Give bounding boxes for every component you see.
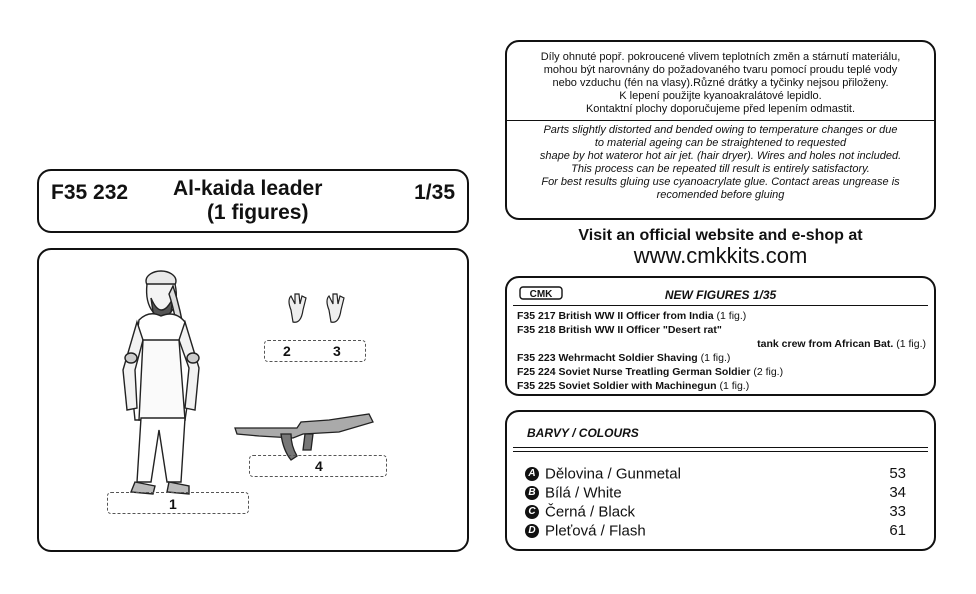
al-kaida-figure [123,271,199,494]
list-item: F35 218 British WW II Officer "Desert rat" [517,324,722,336]
svg-text:CMK: CMK [529,289,553,300]
product-name-line2: (1 figures) [206,201,309,224]
colour-number: 34 [889,484,906,501]
product-name [173,177,322,225]
instructions-box [505,40,936,220]
colour-number: 61 [889,522,906,539]
website-title: Visit an official website and e-shop at [578,227,863,244]
colour-letter-badge: B [525,486,539,500]
colour-letter-badge: A [525,467,539,481]
instr-en-line: For best results gluing use cyanoacrylate glue. Contact areas ungrease is [541,176,900,188]
colour-row [525,484,906,502]
new-figures-title: NEW FIGURES 1/35 [664,288,777,302]
colours-box [505,410,936,551]
part-4-label: 4 [315,458,323,474]
instr-en-line: shape by hot wateror hot air jet. (hair dryer). Wires and holes not included. [539,150,902,162]
list-item: F35 225 Soviet Soldier with Machinegun (1 fig.) [517,380,750,392]
instr-cz-line: mohou být narovnány do požadovaného tvaru pomocí proudu teplé vody [543,64,898,76]
colour-name: Bílá / White [545,484,622,502]
instr-cz-line: K lepení použijte kyanoakralátové lepidlo. [619,90,822,102]
figure-illustration [39,250,467,550]
colours-divider [513,451,928,452]
colour-name: Černá / Black [545,503,636,521]
new-figures-box [505,276,936,396]
colour-row [525,465,906,483]
list-item: F25 224 Soviet Nurse Treatling German Soldier (2 fig.) [517,366,784,378]
part-2-label: 2 [283,343,291,359]
colour-number: 53 [889,465,906,482]
colour-number: 33 [889,503,906,520]
new-figures-divider [513,305,928,306]
instr-cz-line: Kontaktní plochy doporučujeme před lepením odmastit. [585,103,856,115]
colour-letter-badge: C [525,505,539,519]
title-box [37,169,469,233]
part-2-3-outline [264,340,366,362]
list-item: F35 223 Wehrmacht Soldier Shaving (1 fig.) [517,352,731,364]
parts-box [37,248,469,552]
colours-title: BARVY / COLOURS [527,426,639,440]
part-1-outline [107,492,249,514]
instr-cz-line: nebo vzduchu (fén na vlasy).Různé drátky a tyčinky nejsou přiloženy. [552,77,889,89]
scale: 1/35 [414,181,455,204]
list-item: F35 217 British WW II Officer from India (1 fig.) [517,310,747,322]
instructions-english [507,124,934,202]
website-url[interactable]: www.cmkkits.com [633,243,808,268]
colour-row [525,503,906,521]
colour-name: Dělovina / Gunmetal [545,465,681,483]
colours-divider [513,447,928,448]
instr-en-line: This process can be repeated till result is entirely satisfactory. [571,163,870,175]
instr-en-line: to material ageing can be straightened to requested [594,137,847,149]
product-name-line1: Al-kaida leader [173,177,323,200]
colour-row [525,522,906,540]
hands-illustration [289,294,344,322]
instructions-czech [507,42,934,116]
part-3-label: 3 [333,343,341,359]
colour-name: Pleťová / Flash [545,522,646,540]
product-code: F35 232 [51,181,129,204]
rifle-illustration [235,414,373,460]
instructions-divider [507,120,934,121]
list-item: tank crew from African Bat. (1 fig.) [757,338,926,350]
instr-en-line: Parts slightly distorted and bended owing to temperature changes or due [543,124,898,136]
new-figures-list [517,309,926,393]
colour-letter-badge: D [525,524,539,538]
instr-cz-line: Díly ohnuté popř. pokroucené vlivem teplotních změn a stárnutí materiálu, [540,51,901,63]
instr-en-line: recomended before gluing [656,189,785,201]
part-1-label: 1 [169,496,177,512]
